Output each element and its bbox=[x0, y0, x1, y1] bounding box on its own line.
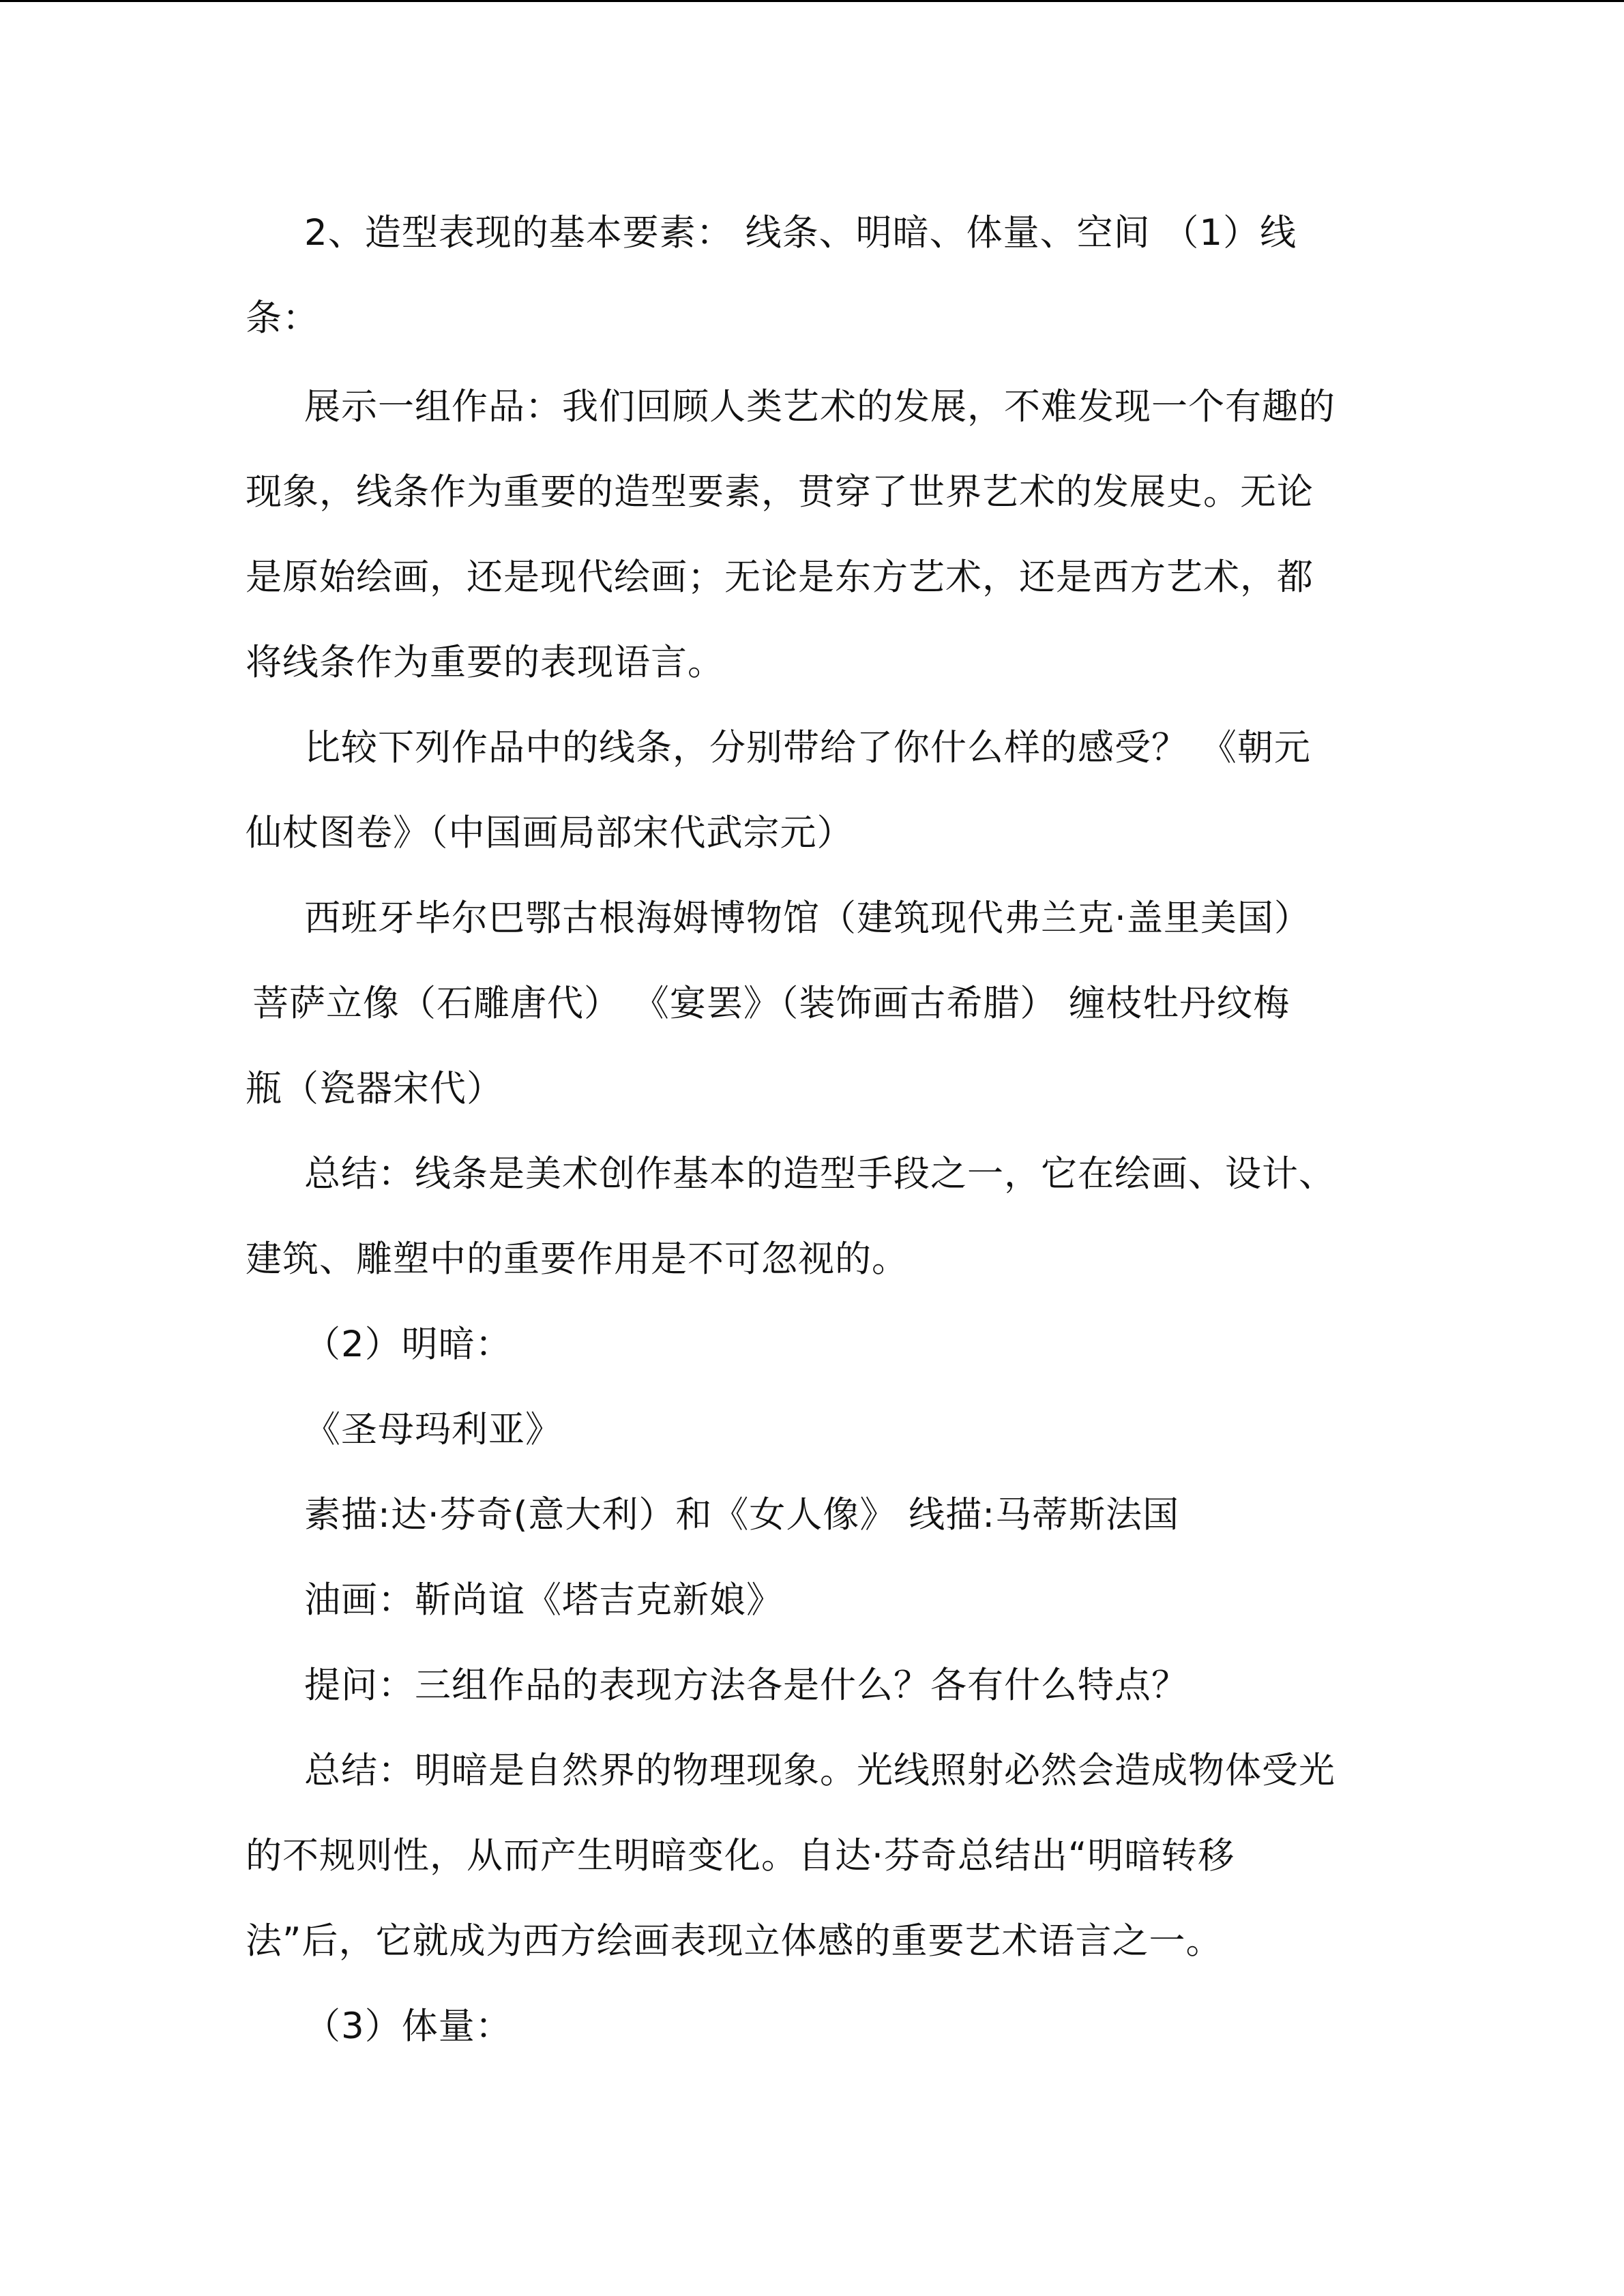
paragraph-line: 提问：三组作品的表现方法各是什么？各有什么特点？ bbox=[304, 1665, 1188, 1706]
paragraph-line: 瓶（瓷器宋代） bbox=[246, 1068, 503, 1109]
paragraph-line: 现象，线条作为重要的造型要素，贯穿了世界艺术的发展史。无论 bbox=[246, 471, 1314, 513]
paragraph-line: 将线条作为重要的表现语言。 bbox=[246, 642, 724, 683]
paragraph-line: 总结：明暗是自然界的物理现象。光线照射必然会造成物体受光 bbox=[304, 1750, 1335, 1791]
paragraph-line: 菩萨立像（石雕唐代） 《宴罢》（装饰画古希腊） 缠枝牡丹纹梅 bbox=[252, 983, 1290, 1024]
paragraph-line: 2、造型表现的基本要素： 线条、明暗、体量、空间 （1）线 bbox=[304, 212, 1297, 254]
paragraph-line: 西班牙毕尔巴鄂古根海姆博物馆（建筑现代弗兰克·盖里美国） bbox=[304, 897, 1311, 939]
paragraph-line: 条： bbox=[246, 297, 319, 339]
paragraph-line: 是原始绘画，还是现代绘画；无论是东方艺术，还是西方艺术，都 bbox=[246, 556, 1314, 598]
paragraph-line: 的不规则性，从而产生明暗变化。自达·芬奇总结出“明暗转移 bbox=[246, 1835, 1235, 1877]
paragraph-line: 油画：靳尚谊《塔吉克新娘》 bbox=[304, 1579, 783, 1621]
top-border-rule bbox=[0, 0, 1624, 2]
paragraph-line: 《圣母玛利亚》 bbox=[304, 1409, 562, 1450]
paragraph-line: 比较下列作品中的线条，分别带给了你什么样的感受？ 《朝元 bbox=[304, 727, 1311, 769]
paragraph-line: 法”后，它就成为西方绘画表现立体感的重要艺术语言之一。 bbox=[246, 1920, 1223, 1962]
section-heading: （2）明暗： bbox=[304, 1324, 512, 1365]
paragraph-line: 建筑、雕塑中的重要作用是不可忽视的。 bbox=[246, 1238, 909, 1280]
paragraph-line: 素描:达·芬奇(意大利）和《女人像》 线描:马蒂斯法国 bbox=[304, 1494, 1180, 1536]
paragraph-line: 仙杖图卷》（中国画局部宋代武宗元） bbox=[246, 812, 854, 854]
paragraph-line: 总结：线条是美术创作基本的造型手段之一，它在绘画、设计、 bbox=[304, 1153, 1335, 1195]
paragraph-line: 展示一组作品：我们回顾人类艺术的发展，不难发现一个有趣的 bbox=[304, 386, 1335, 428]
section-heading: （3）体量： bbox=[304, 2006, 512, 2047]
